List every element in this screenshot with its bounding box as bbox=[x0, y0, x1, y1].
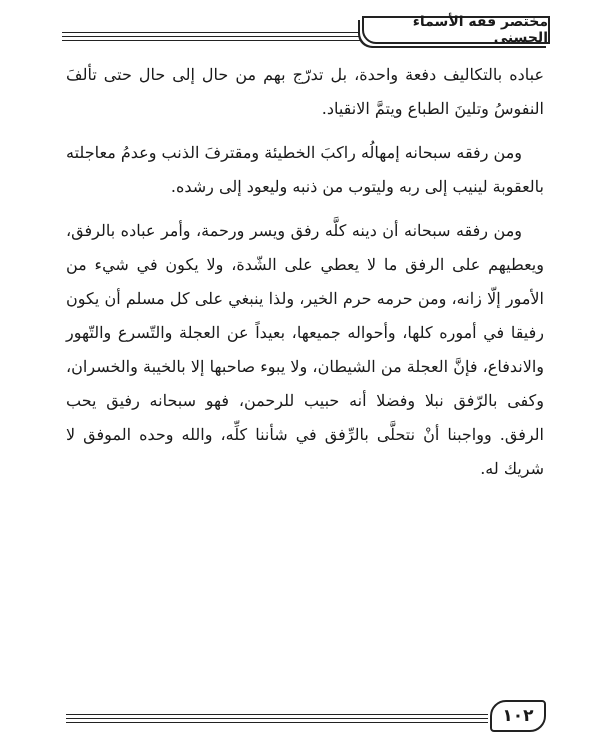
page-body bbox=[66, 58, 544, 496]
footer-rule bbox=[66, 714, 488, 715]
header-rule bbox=[62, 32, 360, 33]
page-number: ١٠٢ bbox=[502, 706, 534, 726]
footer-rule bbox=[66, 718, 488, 719]
page-header bbox=[62, 14, 550, 46]
footer-rule bbox=[66, 722, 488, 723]
header-rule bbox=[62, 40, 360, 41]
page-footer bbox=[66, 700, 546, 732]
paragraph: ومن رفقه سبحانه أن دينه كلَّه رفق ويسر ورحمة، وأمر عباده بالرفق، ويعطيهم على الرفق ما لا يعطي على الشّدة، ولا يكون في شيء من الأمور إلّا زانه، ومن حرمه حرم الخير، ولذا ينبغي على كل مسلم أن يكون رفيقا في أموره كلها، وأحواله جميعها، بعيداً عن العجلة والتّسرع والتّهور والاندفاع، فإنَّ العجلة من الشيطان، ولا يبوء صاحبها إلا بالخيبة والخسران، وكفى بالرّفق نبلا وفضلا أنه حبيب للرحمن، فهو سبحانه رفيق يحب الرفق. وواجبنا أنْ نتحلَّى بالرِّفق في شأننا كلِّه، والله وحده الموفق لا شريك له. bbox=[66, 221, 545, 478]
page-number-badge bbox=[490, 700, 546, 732]
paragraph: ومن رفقه سبحانه إمهالُه راكبَ الخطيئة ومقترفَ الذنب وعدمُ معاجلته بالعقوبة لينيب إلى ربه وليتوب من ذنبه وليعود إلى رشده. bbox=[66, 143, 544, 196]
header-rule bbox=[62, 36, 360, 37]
paragraph: عباده بالتكاليف دفعة واحدة، بل تدرّج بهم من حال إلى حال حتى تألفَ النفوسُ وتلينَ الطباع ويتمَّ الانقياد. bbox=[66, 65, 544, 118]
header-title-box bbox=[362, 16, 550, 44]
book-title: مختصر فقه الأسماء الحسنى bbox=[412, 14, 548, 46]
